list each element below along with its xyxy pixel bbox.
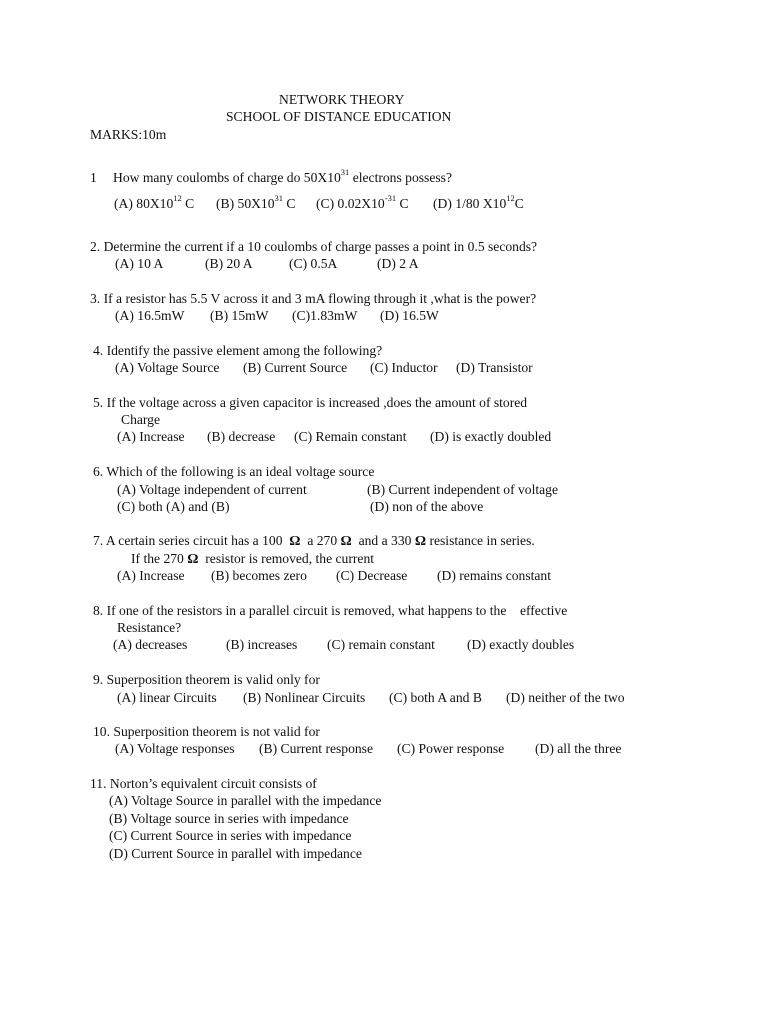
question-2-option-b: (B) 20 A — [205, 256, 253, 271]
page-title: NETWORK THEORY — [279, 92, 405, 107]
question-11-text: 11. Norton’s equivalent circuit consists of — [90, 776, 317, 791]
question-4-option-c: (C) Inductor — [370, 360, 438, 375]
question-7-option-a: (A) Increase — [117, 568, 185, 583]
omega-symbol: Ω — [187, 552, 199, 567]
marks-label: MARKS:10m — [90, 127, 167, 142]
question-3-option-a: (A) 16.5mW — [115, 308, 185, 323]
question-4-option-a: (A) Voltage Source — [115, 360, 220, 375]
question-2-option-d: (D) 2 A — [377, 256, 419, 271]
question-4-option-b: (B) Current Source — [243, 360, 348, 375]
question-10-option-a: (A) Voltage responses — [115, 741, 235, 756]
question-6-option-c: (C) both (A) and (B) — [117, 499, 230, 514]
question-9-option-b: (B) Nonlinear Circuits — [243, 690, 366, 705]
question-2-option-a: (A) 10 A — [115, 256, 164, 271]
question-5-option-a: (A) Increase — [117, 429, 185, 444]
question-6-option-a: (A) Voltage independent of current — [117, 482, 307, 497]
question-10-option-c: (C) Power response — [397, 741, 505, 756]
question-1-option-c: (C) $0.02X10^{-31}$ C — [316, 193, 409, 211]
question-11-option-c: (C) Current Source in series with impedance — [109, 828, 352, 843]
question-7-option-c: (C) Decrease — [336, 568, 408, 583]
question-9-option-d: (D) neither of the two — [506, 690, 625, 705]
question-7-text: 7. A certain series circuit has a 100 Ω a 270 Ω and a 330 Ω resistance in series. — [93, 533, 535, 549]
question-8-text: 8. If one of the resistors in a parallel circuit is removed, what happens to the effective — [93, 603, 568, 618]
question-1-option-b: (B) $50X10^{31}$ C — [216, 193, 296, 211]
question-6-option-d: (D) non of the above — [370, 499, 484, 514]
question-10-option-b: (B) Current response — [259, 741, 374, 756]
question-1-number: 1 — [90, 170, 97, 185]
question-9-text: 9. Superposition theorem is valid only for — [93, 672, 320, 687]
question-4-option-d: (D) Transistor — [456, 360, 533, 375]
question-8-option-a: (A) decreases — [113, 637, 188, 652]
omega-symbol: Ω — [340, 534, 352, 549]
question-7-option-b: (B) becomes zero — [211, 568, 307, 583]
question-5-option-b: (B) decrease — [207, 429, 276, 444]
question-10-option-d: (D) all the three — [535, 741, 622, 756]
question-11-option-b: (B) Voltage source in series with impedance — [109, 811, 349, 826]
question-7-option-d: (D) remains constant — [437, 568, 552, 583]
question-8-option-c: (C) remain constant — [327, 637, 435, 652]
question-8-text-continued: Resistance? — [117, 620, 182, 635]
question-6-text: 6. Which of the following is an ideal voltage source — [93, 464, 375, 479]
question-1-text: How many coulombs of charge do $50X10^{31}$ electrons possess? — [113, 167, 452, 185]
question-5-text-continued: Charge — [121, 412, 161, 427]
question-3-text: 3. If a resistor has 5.5 V across it and 3 mA flowing through it ,what is the power? — [90, 291, 537, 306]
question-9-option-a: (A) linear Circuits — [117, 690, 217, 705]
question-8-option-d: (D) exactly doubles — [467, 637, 575, 652]
page-subtitle: SCHOOL OF DISTANCE EDUCATION — [226, 109, 452, 124]
question-11-option-d: (D) Current Source in parallel with impedance — [109, 846, 362, 861]
question-11-option-a: (A) Voltage Source in parallel with the impedance — [109, 793, 382, 808]
question-5-option-c: (C) Remain constant — [294, 429, 407, 444]
question-5-option-d: (D) is exactly doubled — [430, 429, 552, 444]
question-5-text: 5. If the voltage across a given capacitor is increased ,does the amount of stored — [93, 395, 528, 410]
question-8-option-b: (B) increases — [226, 637, 298, 652]
question-6-option-b: (B) Current independent of voltage — [367, 482, 559, 497]
question-10-text: 10. Superposition theorem is not valid for — [93, 724, 320, 739]
question-3-option-b: (B) 15mW — [210, 308, 269, 323]
question-1-option-a: (A) $80X10^{12}$ C — [114, 193, 195, 211]
question-7-text-continued: If the 270 Ω resistor is removed, the current — [131, 551, 375, 567]
question-3-option-d: (D) 16.5W — [380, 308, 439, 323]
question-4-text: 4. Identify the passive element among the following? — [93, 343, 383, 358]
question-2-option-c: (C) 0.5A — [289, 256, 338, 271]
omega-symbol: Ω — [289, 534, 301, 549]
question-2-text: 2. Determine the current if a 10 coulombs of charge passes a point in 0.5 seconds? — [90, 239, 538, 254]
question-1-option-d: (D) 1/80 $X10^{12}C$ — [433, 193, 524, 211]
omega-symbol: Ω — [414, 534, 427, 549]
question-9-option-c: (C) both A and B — [389, 690, 482, 705]
question-3-option-c: (C)1.83mW — [292, 308, 358, 323]
